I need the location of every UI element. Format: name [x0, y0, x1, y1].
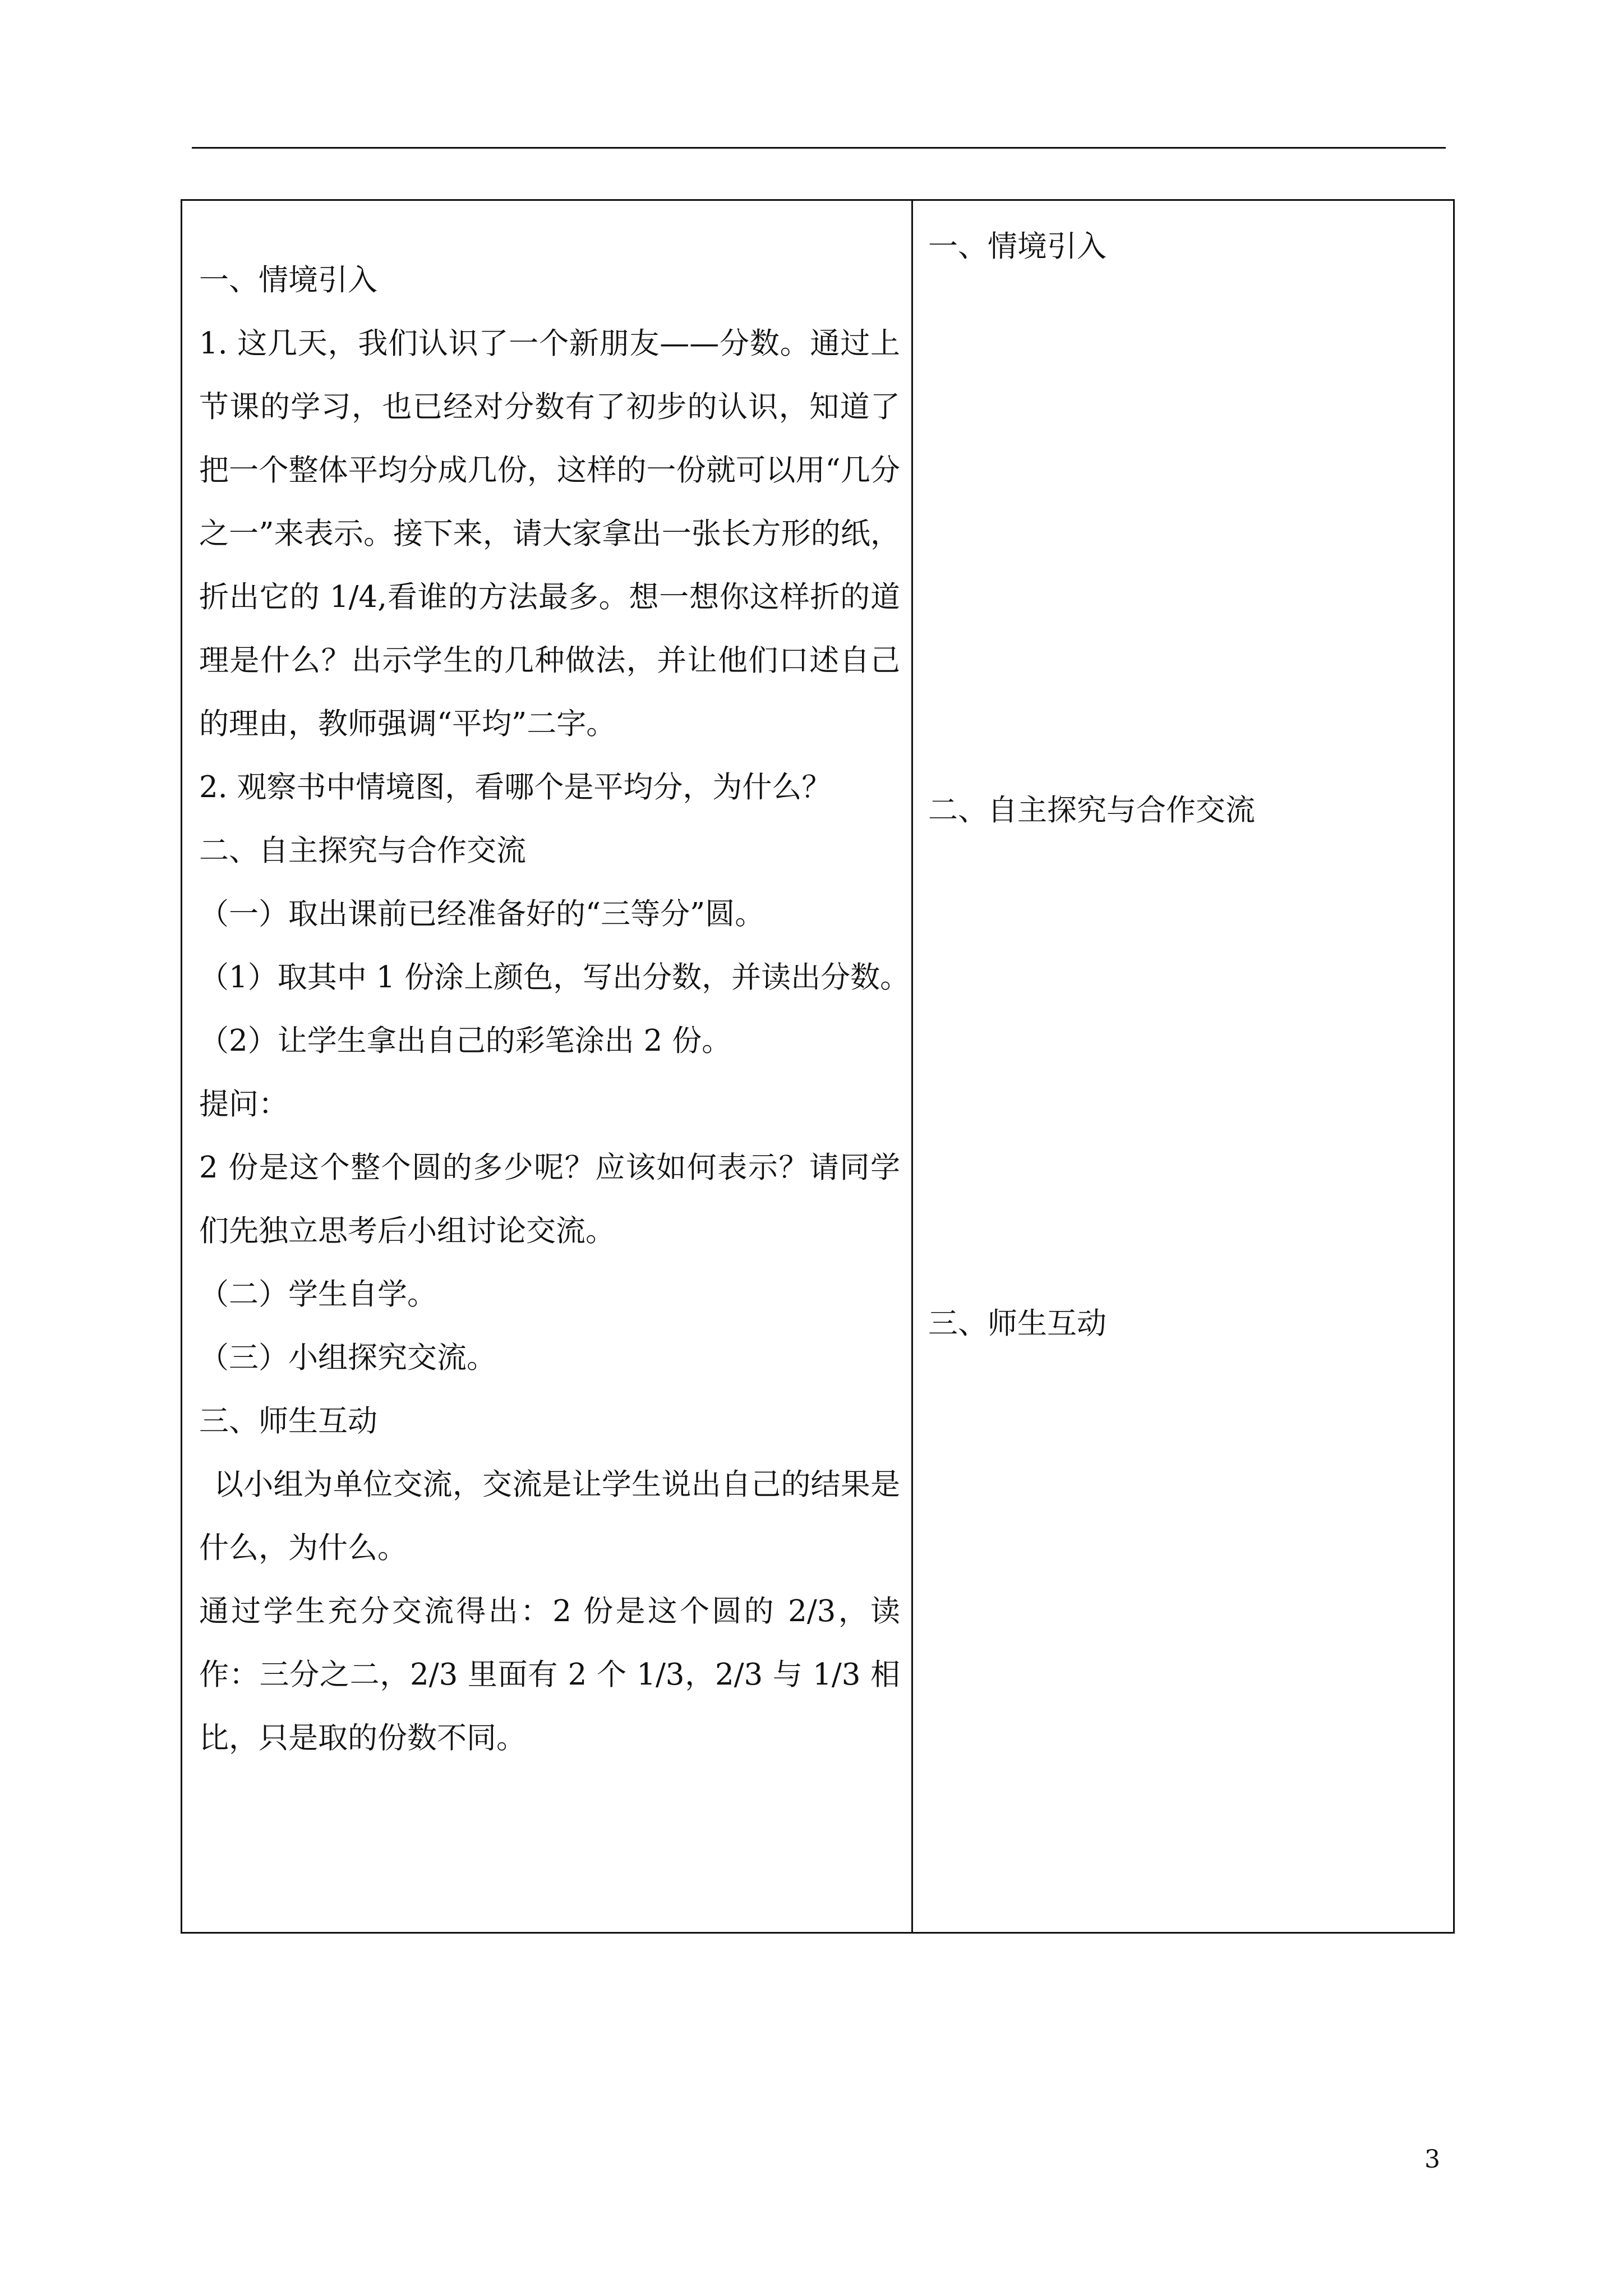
teaching-process-column [199, 249, 910, 1770]
section-2-item-1a: （1）取其中 1 份涂上颜色，写出分数，并读出分数。 [199, 960, 910, 995]
side-heading-1: 一、情境引入 [928, 229, 1106, 264]
section-3-paragraph-1: 以小组为单位交流，交流是让学生说出自己的结果是什么，为什么。 [199, 1467, 900, 1565]
section-2-ask-label: 提问： [199, 1087, 288, 1121]
section-1-paragraph-1: 1. 这几天，我们认识了一个新朋友——分数。通过上节课的学习，也已经对分数有了初步的认识，知道了把一个整体平均分成几份，这样的一份就可以用“几分之一”来表示。接下来，请大家拿出一张长方形的纸，折出它的 1/4,看谁的方法最多。想一想你这样折的道理是什么？出示学生的几种做法，并让他们口述自己的理由，教师强调“平均”二字。 [199, 326, 900, 741]
section-2-ask-text: 2 份是这个整个圆的多少呢？应该如何表示？请同学们先独立思考后小组讨论交流。 [199, 1151, 900, 1248]
section-2-item-2: （二）学生自学。 [199, 1277, 437, 1312]
page-number: 3 [1424, 2145, 1440, 2174]
side-heading-2: 二、自主探究与合作交流 [928, 793, 1255, 827]
header-rule [192, 147, 1446, 149]
section-1-title: 一、情境引入 [199, 263, 377, 297]
notes-column [928, 201, 1433, 1932]
section-2-item-1: （一）取出课前已经准备好的“三等分”圆。 [199, 897, 765, 931]
section-2-item-3: （三）小组探究交流。 [199, 1341, 496, 1375]
section-1-paragraph-2: 2. 观察书中情境图，看哪个是平均分，为什么？ [199, 770, 832, 804]
side-heading-3: 三、师生互动 [928, 1306, 1106, 1341]
section-3-paragraph-2: 通过学生充分交流得出：2 份是这个圆的 2/3，读作：三分之二，2/3 里面有 2 个 1/3，2/3 与 1/3 相比，只是取的份数不同。 [199, 1594, 900, 1755]
section-2-item-1b: （2）让学生拿出自己的彩笔涂出 2 份。 [199, 1024, 732, 1058]
lesson-table [181, 199, 1455, 1934]
section-2-title: 二、自主探究与合作交流 [199, 834, 526, 868]
column-divider [911, 201, 913, 1932]
section-3-title: 三、师生互动 [199, 1404, 377, 1438]
